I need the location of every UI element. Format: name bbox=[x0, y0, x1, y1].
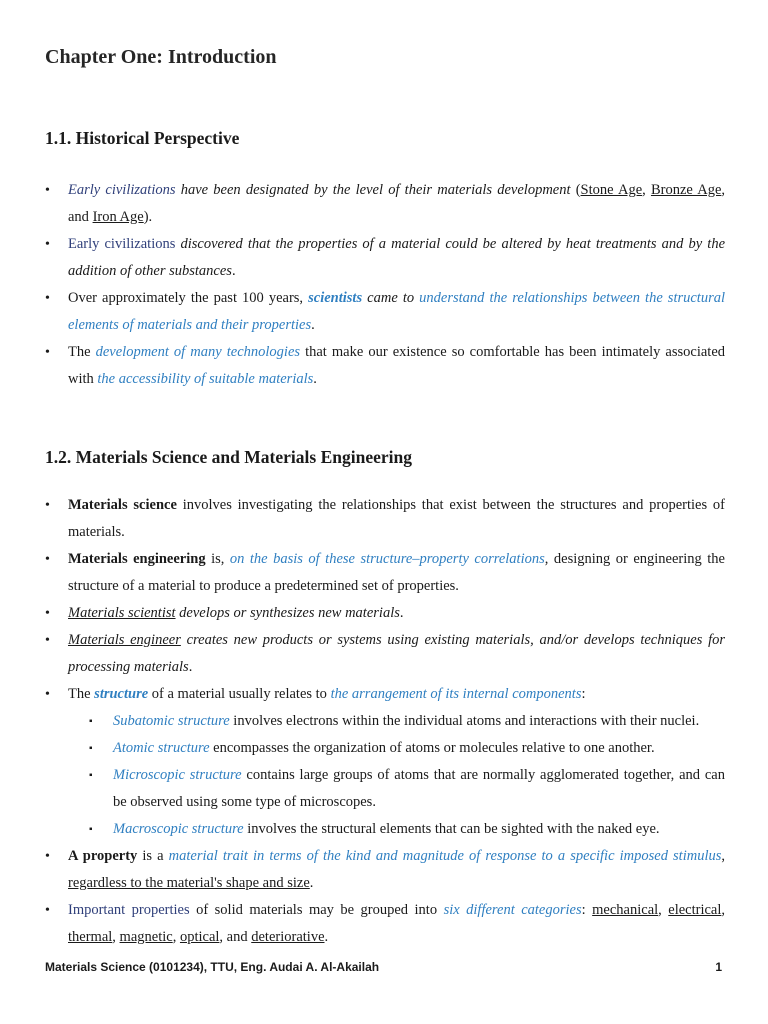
list-item: • Over approximately the past 100 years, scientists came to understand the relationships between the structural elements of materials and their properties. bbox=[45, 285, 725, 339]
list-item: • Materials engineer creates new products or systems using existing materials, and/or develops techniques for processing materials. bbox=[45, 627, 725, 681]
sublist-item: ▪ Subatomic structure involves electrons within the individual atoms and interactions with their nuclei. bbox=[113, 708, 725, 735]
list-item: • Early civilizations have been designated by the level of their materials development (Stone Age, Bronze Age, and Iron Age). bbox=[45, 177, 725, 231]
page-footer bbox=[45, 960, 722, 974]
list-item: • Early civilizations discovered that the properties of a material could be altered by heat treatments and by the addition of other substances. bbox=[45, 231, 725, 285]
list-item: • Materials science involves investigating the relationships that exist between the structures and properties of materials. bbox=[45, 492, 725, 546]
list-item: • The structure of a material usually relates to the arrangement of its internal components: ▪ Subatomic structure involves electrons within the individual atoms and interactions with their nuclei. ▪ Atomic structure encompasses the organization of atoms or molecules relative to one another. ▪ Microscopic structure contains large groups of atoms that are normally agglomerated together, and can be observed using some type of microscopes. ▪ Macroscopic structure involves the structural elements that can be sighted with the naked eye. bbox=[45, 681, 725, 843]
list-item: • Materials scientist develops or synthesizes new materials. bbox=[45, 600, 725, 627]
structure-sublist bbox=[68, 708, 725, 843]
page-number: 1 bbox=[715, 960, 722, 974]
chapter-title: Chapter One: Introduction bbox=[45, 46, 277, 68]
list-item: • Important properties of solid materials may be grouped into six different categories: mechanical, electrical, thermal, magnetic, optical, and deteriorative. bbox=[45, 897, 725, 951]
historical-bullet-list bbox=[45, 177, 725, 393]
list-item: • A property is a material trait in terms of the kind and magnitude of response to a specific imposed stimulus, regardless to the material's shape and size. bbox=[45, 843, 725, 897]
list-item: • Materials engineering is, on the basis of these structure–property correlations, designing or engineering the structure of a material to produce a predetermined set of properties. bbox=[45, 546, 725, 600]
footer-text: Materials Science (0101234), TTU, Eng. Audai A. Al-Akailah bbox=[45, 960, 380, 974]
sublist-item: ▪ Atomic structure encompasses the organization of atoms or molecules relative to one another. bbox=[113, 735, 725, 762]
list-item: • The development of many technologies that make our existence so comfortable has been intimately associated with the accessibility of suitable materials. bbox=[45, 339, 725, 393]
materials-bullet-list bbox=[45, 492, 725, 951]
sublist-item: ▪ Microscopic structure contains large groups of atoms that are normally agglomerated together, and can be observed using some type of microscopes. bbox=[113, 762, 725, 816]
sublist-item: ▪ Macroscopic structure involves the structural elements that can be sighted with the naked eye. bbox=[113, 816, 725, 843]
section-heading-historical: 1.1. Historical Perspective bbox=[45, 128, 240, 148]
section-heading-materials-science: 1.2. Materials Science and Materials Engineering bbox=[45, 447, 412, 467]
